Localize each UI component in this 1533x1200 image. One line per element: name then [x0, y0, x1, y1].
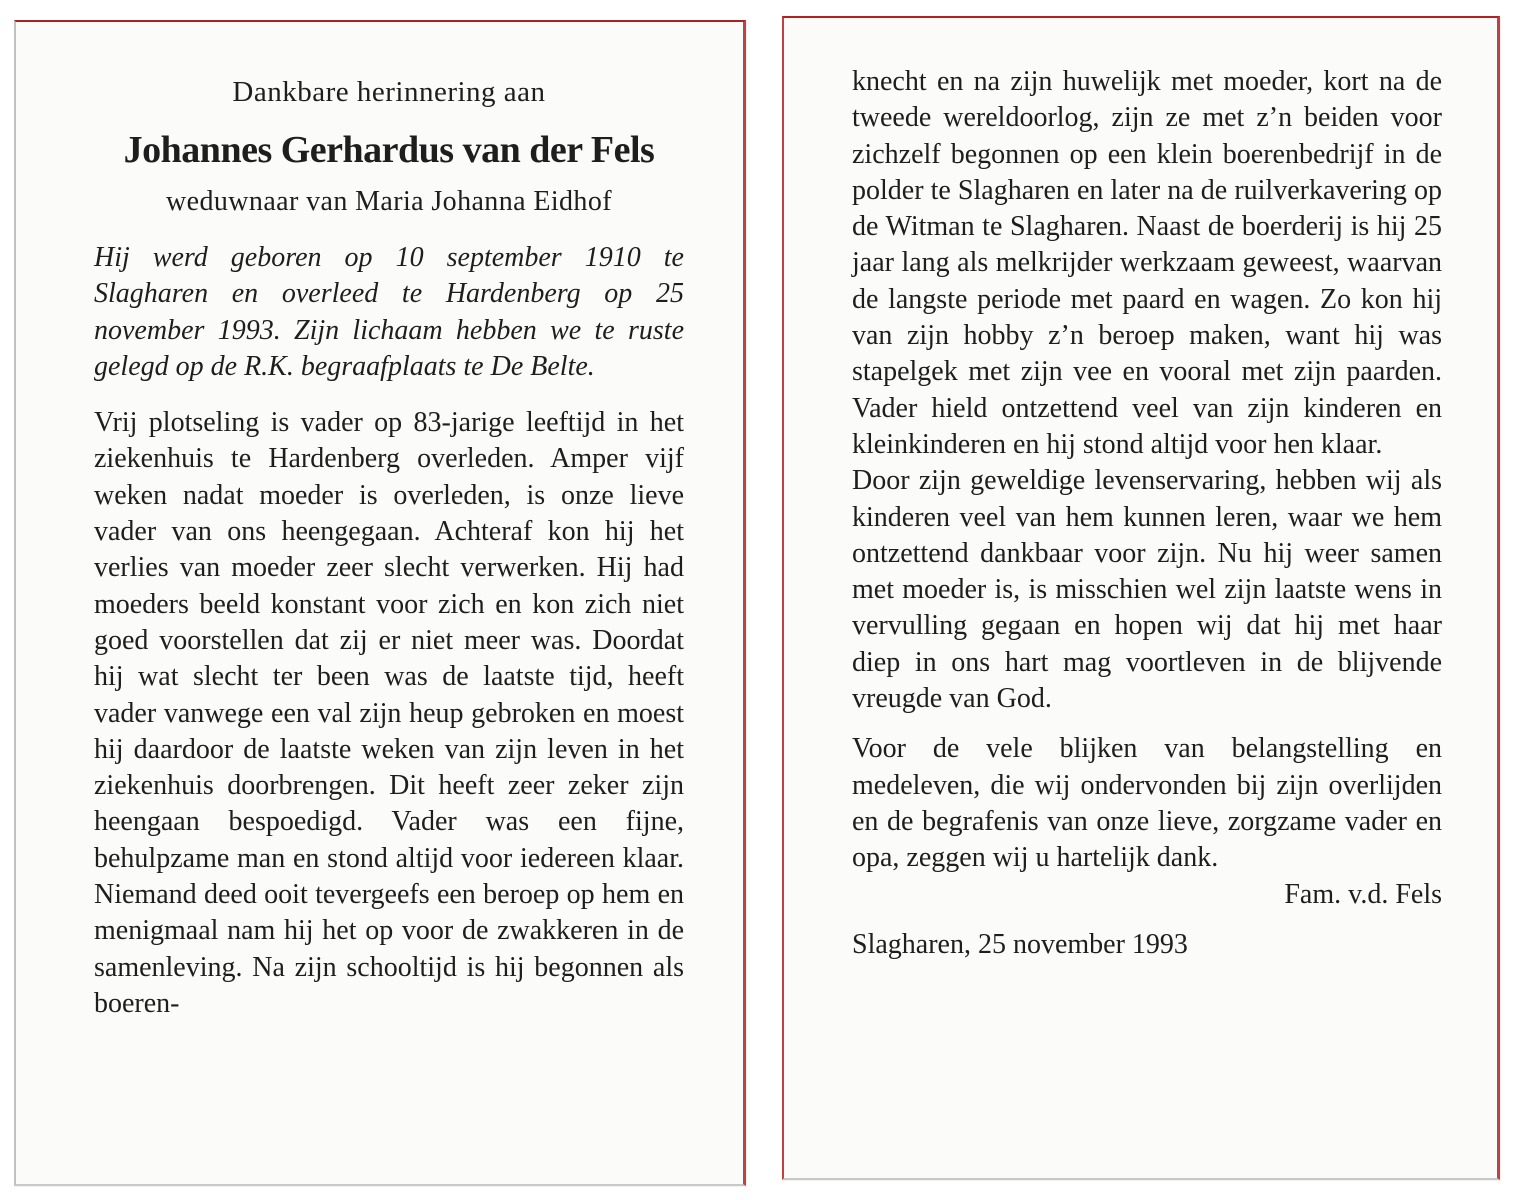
place-and-date: Slagharen, 25 november 1993 — [852, 928, 1188, 960]
deceased-name: Johannes Gerhardus van der Fels — [123, 129, 655, 171]
back-text-block — [852, 64, 1442, 963]
memorial-card-back — [782, 16, 1500, 1180]
memorial-card-front — [14, 20, 746, 1186]
card-heading: Dankbare herinnering aan — [232, 76, 546, 108]
front-text-block — [94, 72, 684, 1022]
birth-death-paragraph: Hij werd geboren op 10 september 1910 te Slagharen en overleed te Hardenberg op 25 november 1993. Zijn lichaam hebben we te ruste gelegd op de R.K. begraafplaats te De Belte. — [94, 242, 684, 382]
widower-line: weduwnaar van Maria Johanna Eidhof — [166, 186, 612, 217]
reflection-paragraph: Door zijn geweldige levenservaring, hebben wij als kinderen veel van hem kunnen leren, waar we hem ontzettend dankbaar voor zijn. Nu hij weer samen met moeder is, is misschien wel zijn laatste wens in vervulling gegaan en hopen wij dat hij met haar diep in ons hart mag voortleven in de blijvende vreugde van God. — [852, 465, 1442, 715]
thanks-paragraph: Voor de vele blijken van belangstelling en medeleven, die wij ondervonden bij zijn overlijden en de begrafenis van onze lieve, zorgzame vader en opa, zeggen wij u hartelijk dank. — [852, 733, 1442, 874]
life-story-continuation: knecht en na zijn huwelijk met moeder, kort na de tweede wereldoorlog, zijn ze met z’n beiden voor zichzelf begonnen op een klein boerenbedrijf in de polder te Slagharen en later na de ruilverkavering op de Witman te Slagharen. Naast de boerderij is hij 25 jaar lang als melkrijder werkzaam geweest, waarvan de langste periode met paard en wagen. Zo kon hij van zijn hobby z’n beroep maken, want hij was stapelgek met zijn vee en vooral met zijn paarden. Vader hield ontzettend veel van zijn kinderen en kleinkinderen en hij stond altijd voor hen klaar. — [852, 66, 1442, 460]
family-signature: Fam. v.d. Fels — [1284, 878, 1442, 910]
life-story-paragraph: Vrij plotseling is vader op 83-jarige leeftijd in het ziekenhuis te Hardenberg overleden. Amper vijf weken nadat moeder is overleden, is onze lieve vader van ons heengegaan. Achteraf kon hij het verlies van moeder zeer slecht verwerken. Hij had moeders beeld konstant voor zich en kon zich niet goed voorstellen dat zij er niet meer was. Doordat hij wat slecht ter been was de laatste tijd, heeft vader vanwege een val zijn heup gebroken en moest hij daardoor de laatste weken van zijn leven in het ziekenhuis doorbrengen. Dit heeft zeer zeker zijn heengaan bespoedigd. Vader was een fijne, behulpzame man en stond altijd voor iedereen klaar. Niemand deed ooit tevergeefs een beroep op hem en menigmaal nam hij het op voor de zwakkeren in de samenleving. Na zijn schooltijd is hij begonnen als boeren- — [94, 407, 684, 1019]
